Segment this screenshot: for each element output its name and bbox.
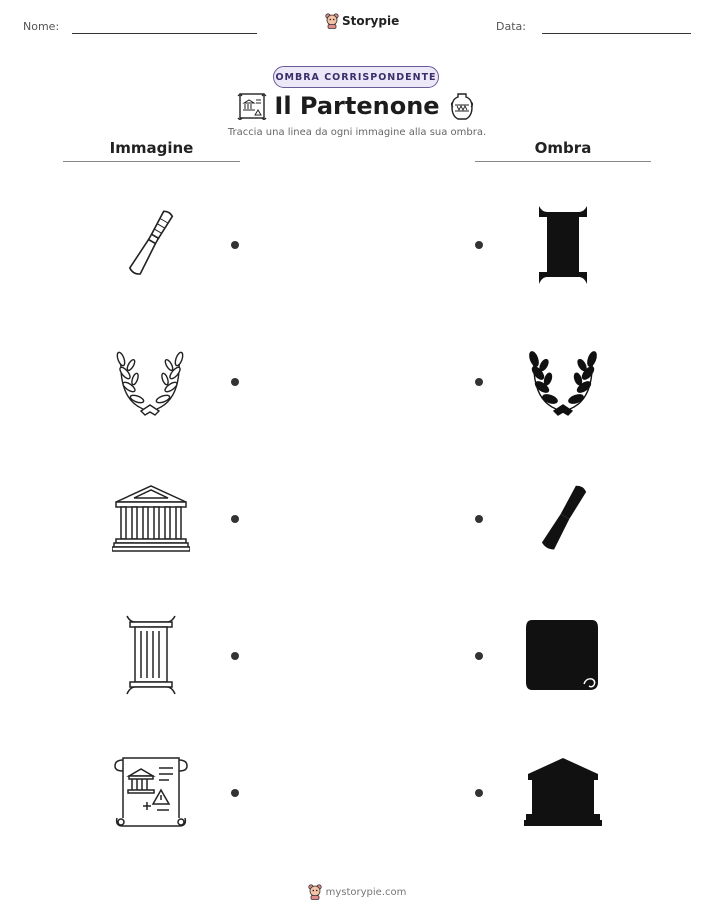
column-shadow-icon [536,204,590,286]
blueprint-scroll-icon [113,754,189,830]
date-line[interactable] [542,33,691,34]
footer-url[interactable]: mystorypie.com [325,886,407,898]
left-dot-5[interactable] [231,789,239,797]
column-rule-right [475,161,651,162]
right-dot-4[interactable] [475,652,483,660]
instructions: Traccia una linea da ogni immagine alla sua ombra. [227,127,487,138]
laurel-wreath-icon [113,345,187,419]
date-label: Data: [496,20,526,33]
column-header-shadow: Ombra [534,139,592,157]
right-dot-2[interactable] [475,378,483,386]
left-dot-3[interactable] [231,515,239,523]
left-dot-2[interactable] [231,378,239,386]
parthenon-shadow-icon [524,756,602,828]
chisel-icon [115,205,185,285]
footer-mascot-icon [308,884,322,900]
scroll-shadow-icon [524,618,600,694]
parthenon-icon [112,484,190,554]
right-dot-5[interactable] [475,789,483,797]
footer [0,884,714,900]
right-dot-1[interactable] [475,241,483,249]
brand-name: Storypie [342,14,400,28]
right-dot-3[interactable] [475,515,483,523]
column-rule-left [63,161,240,162]
laurel-wreath-shadow-icon [526,345,600,419]
chisel-shadow-icon [528,480,598,560]
left-dot-1[interactable] [231,241,239,249]
activity-badge: OMBRA CORRISPONDENTE [273,66,439,88]
name-line[interactable] [72,33,257,34]
brand-logo [325,13,399,29]
left-dot-4[interactable] [231,652,239,660]
name-label: Nome: [23,20,60,33]
page-title: Il Partenone [274,92,440,120]
column-header-image: Immagine [109,139,194,157]
title-scroll-icon [236,92,268,122]
column-icon [124,614,178,696]
mascot-icon [325,13,339,29]
title-vase-icon [450,92,474,122]
